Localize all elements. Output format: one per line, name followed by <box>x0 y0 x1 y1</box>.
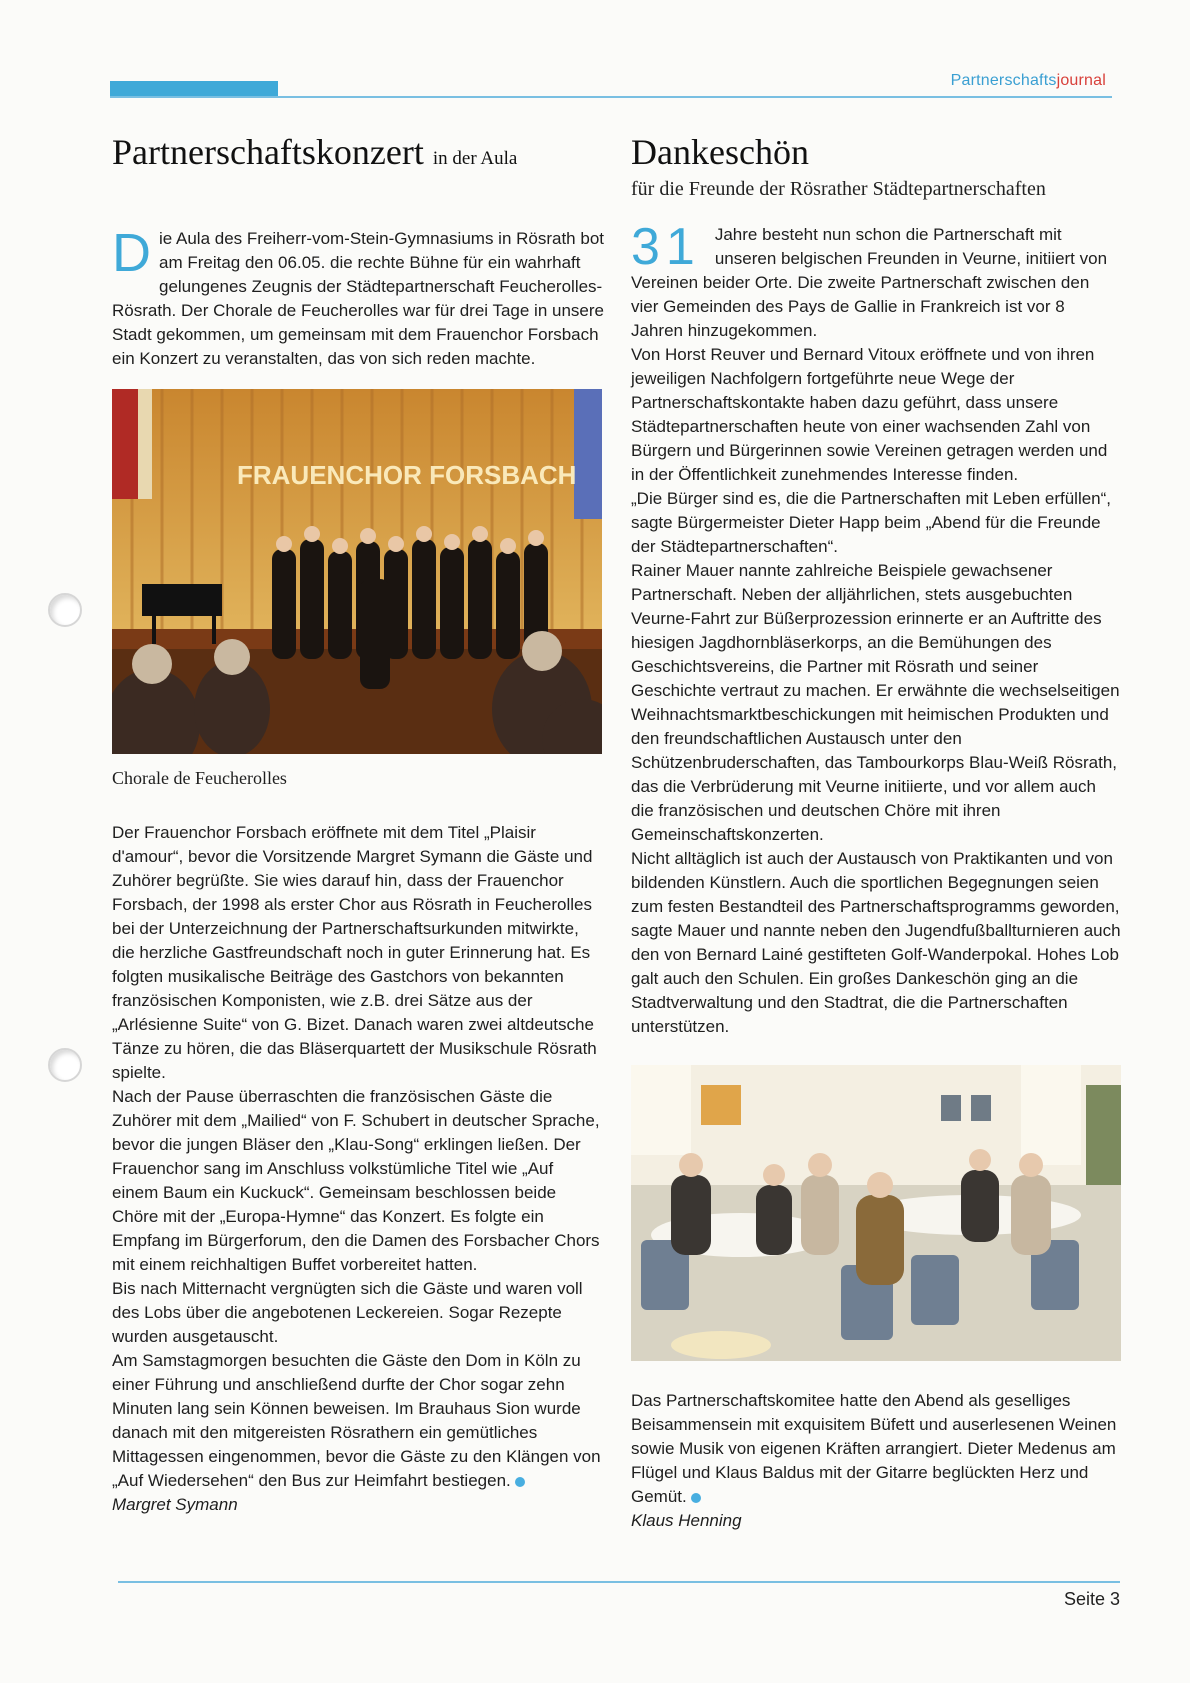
paragraph: Bis nach Mitternacht vergnügten sich die Gäste und waren voll des Lobs über die angebotenen Leckereien. Sogar Rezepte wurden ausgetauscht. <box>112 1279 583 1346</box>
photo-caption: Chorale de Feucherolles <box>112 768 287 788</box>
paragraph: Nach der Pause überraschten die französischen Gäste die Zuhörer mit dem „Mailied“ von F. Schubert in deutscher Sprache, bevor die jungen Bläser den „Klau-Song“ erklingen ließen. Der Frauenchor sang im Anschluss volkstümliche Titel wie „Auf einem Baum ein Kuckuck“. Gemeinsam beschlossen beide Chöre mit der „Europa-Hymne“ das Konzert. Es folgte ein Empfang im Bürgerforum, den die Damen des Forsbacher Chors mit einem reichhaltigen Buffet vorbereitet hatten. <box>112 1087 600 1274</box>
journal-name: Partnerschaftsjournal <box>950 72 1106 89</box>
article-concert <box>112 130 605 1517</box>
paragraph: Nicht alltäglich ist auch der Austausch von Praktikanten und von bildenden Künstlern. Auch die sportlichen Begegnungen seien zum festen Bestandteil des Partnerschaftsprogramms geworden, sagte Mauer und nannte neben den Jugendfußballturnieren auch den von Bernard Lainé gestifteten Golf-Wanderpokal. Hohes Lob galt auch den Schulen. Ein großes Dankeschön ging an die Stadtverwaltung und den Stadtrat, die die Partnerschaften unterstützen. <box>631 849 1121 1036</box>
drop-cap: 31 <box>631 218 701 276</box>
end-bullet-icon <box>515 1477 525 1487</box>
drop-cap: D <box>112 223 151 283</box>
paragraph: Am Samstagmorgen besuchten die Gäste den Dom in Köln zu einer Führung und anschließend durfte der Chor sogar zehn Minuten lang sein Können beweisen. Im Brauhaus Sion wurde danach mit den mitgereisten Rösrathern ein gemütliches Mittagessen eingenommen, bevor die Gäste zu den Klängen von „Auf Wiedersehen“ den Bus zur Heimfahrt bestiegen. <box>112 1351 601 1490</box>
article-title: Partnerschaftskonzert in der Aula <box>112 132 518 172</box>
page-number: Seite 3 <box>1063 1589 1120 1609</box>
paragraph: Rainer Mauer nannte zahlreiche Beispiele gewachsener Partnerschaft. Neben der alljährlichen, stets ausgebuchten Veurne-Fahrt zur Büßerprozession erinnerte er an Auftritte des hiesigen Jagdhornbläserkorps, an die Bemühungen des Geschichtsvereins, die Partner mit Rösrath und seiner Geschichte vertraut zu machen. Er erwähnte die wechselseitigen Weihnachtsmarktbeschickungen mit heimischen Produkten und den freundschaftlichen Austausch unter den Schützenbruderschaften, das Tambourkorps Blau-Weiß Rösrath, das die Verbrüderung mit Veurne initiierte, und vor allem auch die französischen und deutschen Chöre mit ihren Gemeinschaftskonzerten. <box>631 561 1120 844</box>
reception-photo <box>631 1065 1121 1361</box>
punch-hole <box>48 593 82 627</box>
photo-caption <box>631 1389 1121 1533</box>
paragraph: Von Horst Reuver und Bernard Vitoux eröffnete und von ihren jeweiligen Nachfolgern fortgeführte neue Wege der Partnerschaftskontakte haben dazu geführt, dass unsere Städtepartnerschaften heute von einer wachsenden Zahl von Bürgern und Bürgerinnen sowie Vereinen getragen werden und in der Öffentlichkeit zunehmendes Interesse finden. <box>631 345 1108 484</box>
photo-banner-text: FRAUENCHOR FORSBACH <box>237 460 577 490</box>
author: Klaus Henning <box>631 1511 742 1530</box>
punch-hole <box>48 1048 82 1082</box>
concert-photo <box>112 389 602 754</box>
paragraph: „Die Bürger sind es, die die Partnerschaften mit Leben erfüllen“, sagte Bürgermeister Dieter Happ beim „Abend für die Freunde der Städtepartnerschaften“. <box>631 489 1112 556</box>
header-rule <box>110 96 1112 98</box>
article-intro: Die Aula des Freiherr-vom-Stein-Gymnasiums in Rösrath bot am Freitag den 06.05. die rechte Bühne für ein wahrhaft gelungenes Zeugnis der Städtepartnerschaft Feucherolles-Rösrath. Der Chorale de Feucherolles war für drei Tage in unsere Stadt gekommen, um gemeinsam mit dem Frauenchor Forsbach ein Konzert zu veranstalten, das von sich reden machte. <box>112 223 604 368</box>
intro-paragraph: 31 Jahre besteht nun schon die Partnerschaft mit unseren belgischen Freunden in Veurne, initiiert von Vereinen beider Orte. Die zweite Partnerschaft zwischen den vier Gemeinden des Pays de Gallie in Frankreich ist vor 8 Jahren hinzugekommen. <box>631 218 1108 340</box>
article-subtitle: für die Freunde der Rösrather Städtepartnerschaften <box>631 178 1046 200</box>
article-body <box>112 821 602 1517</box>
author: Margret Symann <box>112 1495 238 1514</box>
caption-text: Das Partnerschaftskomitee hatte den Abend als geselliges Beisammensein mit exquisitem Büfett und auserlesenen Weinen sowie Musik von eigenen Kräften arrangiert. Dieter Medenus am Flügel und Klaus Baldus mit der Gitarre beglückten Herz und Gemüt. <box>631 1391 1117 1506</box>
paragraph: Der Frauenchor Forsbach eröffnete mit dem Titel „Plaisir d'amour“, bevor die Vorsitzende Margret Symann die Gäste und Zuhörer begrüßte. Sie wies darauf hin, dass der Frauenchor Forsbach, der 1998 als erster Chor aus Rösrath in Feucherolles bei der Unterzeichnung der Partnerschaftsurkunden mitwirkte, die herzliche Gastfreundschaft noch in guter Erinnerung hat. Es folgten musikalische Beiträge des Gastchors von bekannten französischen Komponisten, wie z.B. drei Sätze aus der „Arlésienne Suite“ von G. Bizet. Danach waren zwei altdeutsche Tänze zu hören, die das Bläserquartett der Musikschule Rösrath spielte. <box>112 823 597 1082</box>
article-body <box>631 218 1121 1039</box>
article-thanks <box>631 130 1121 1533</box>
header-color-block <box>110 81 278 97</box>
article-title: Dankeschön <box>631 132 809 172</box>
footer-rule <box>118 1581 1120 1583</box>
end-bullet-icon <box>691 1493 701 1503</box>
